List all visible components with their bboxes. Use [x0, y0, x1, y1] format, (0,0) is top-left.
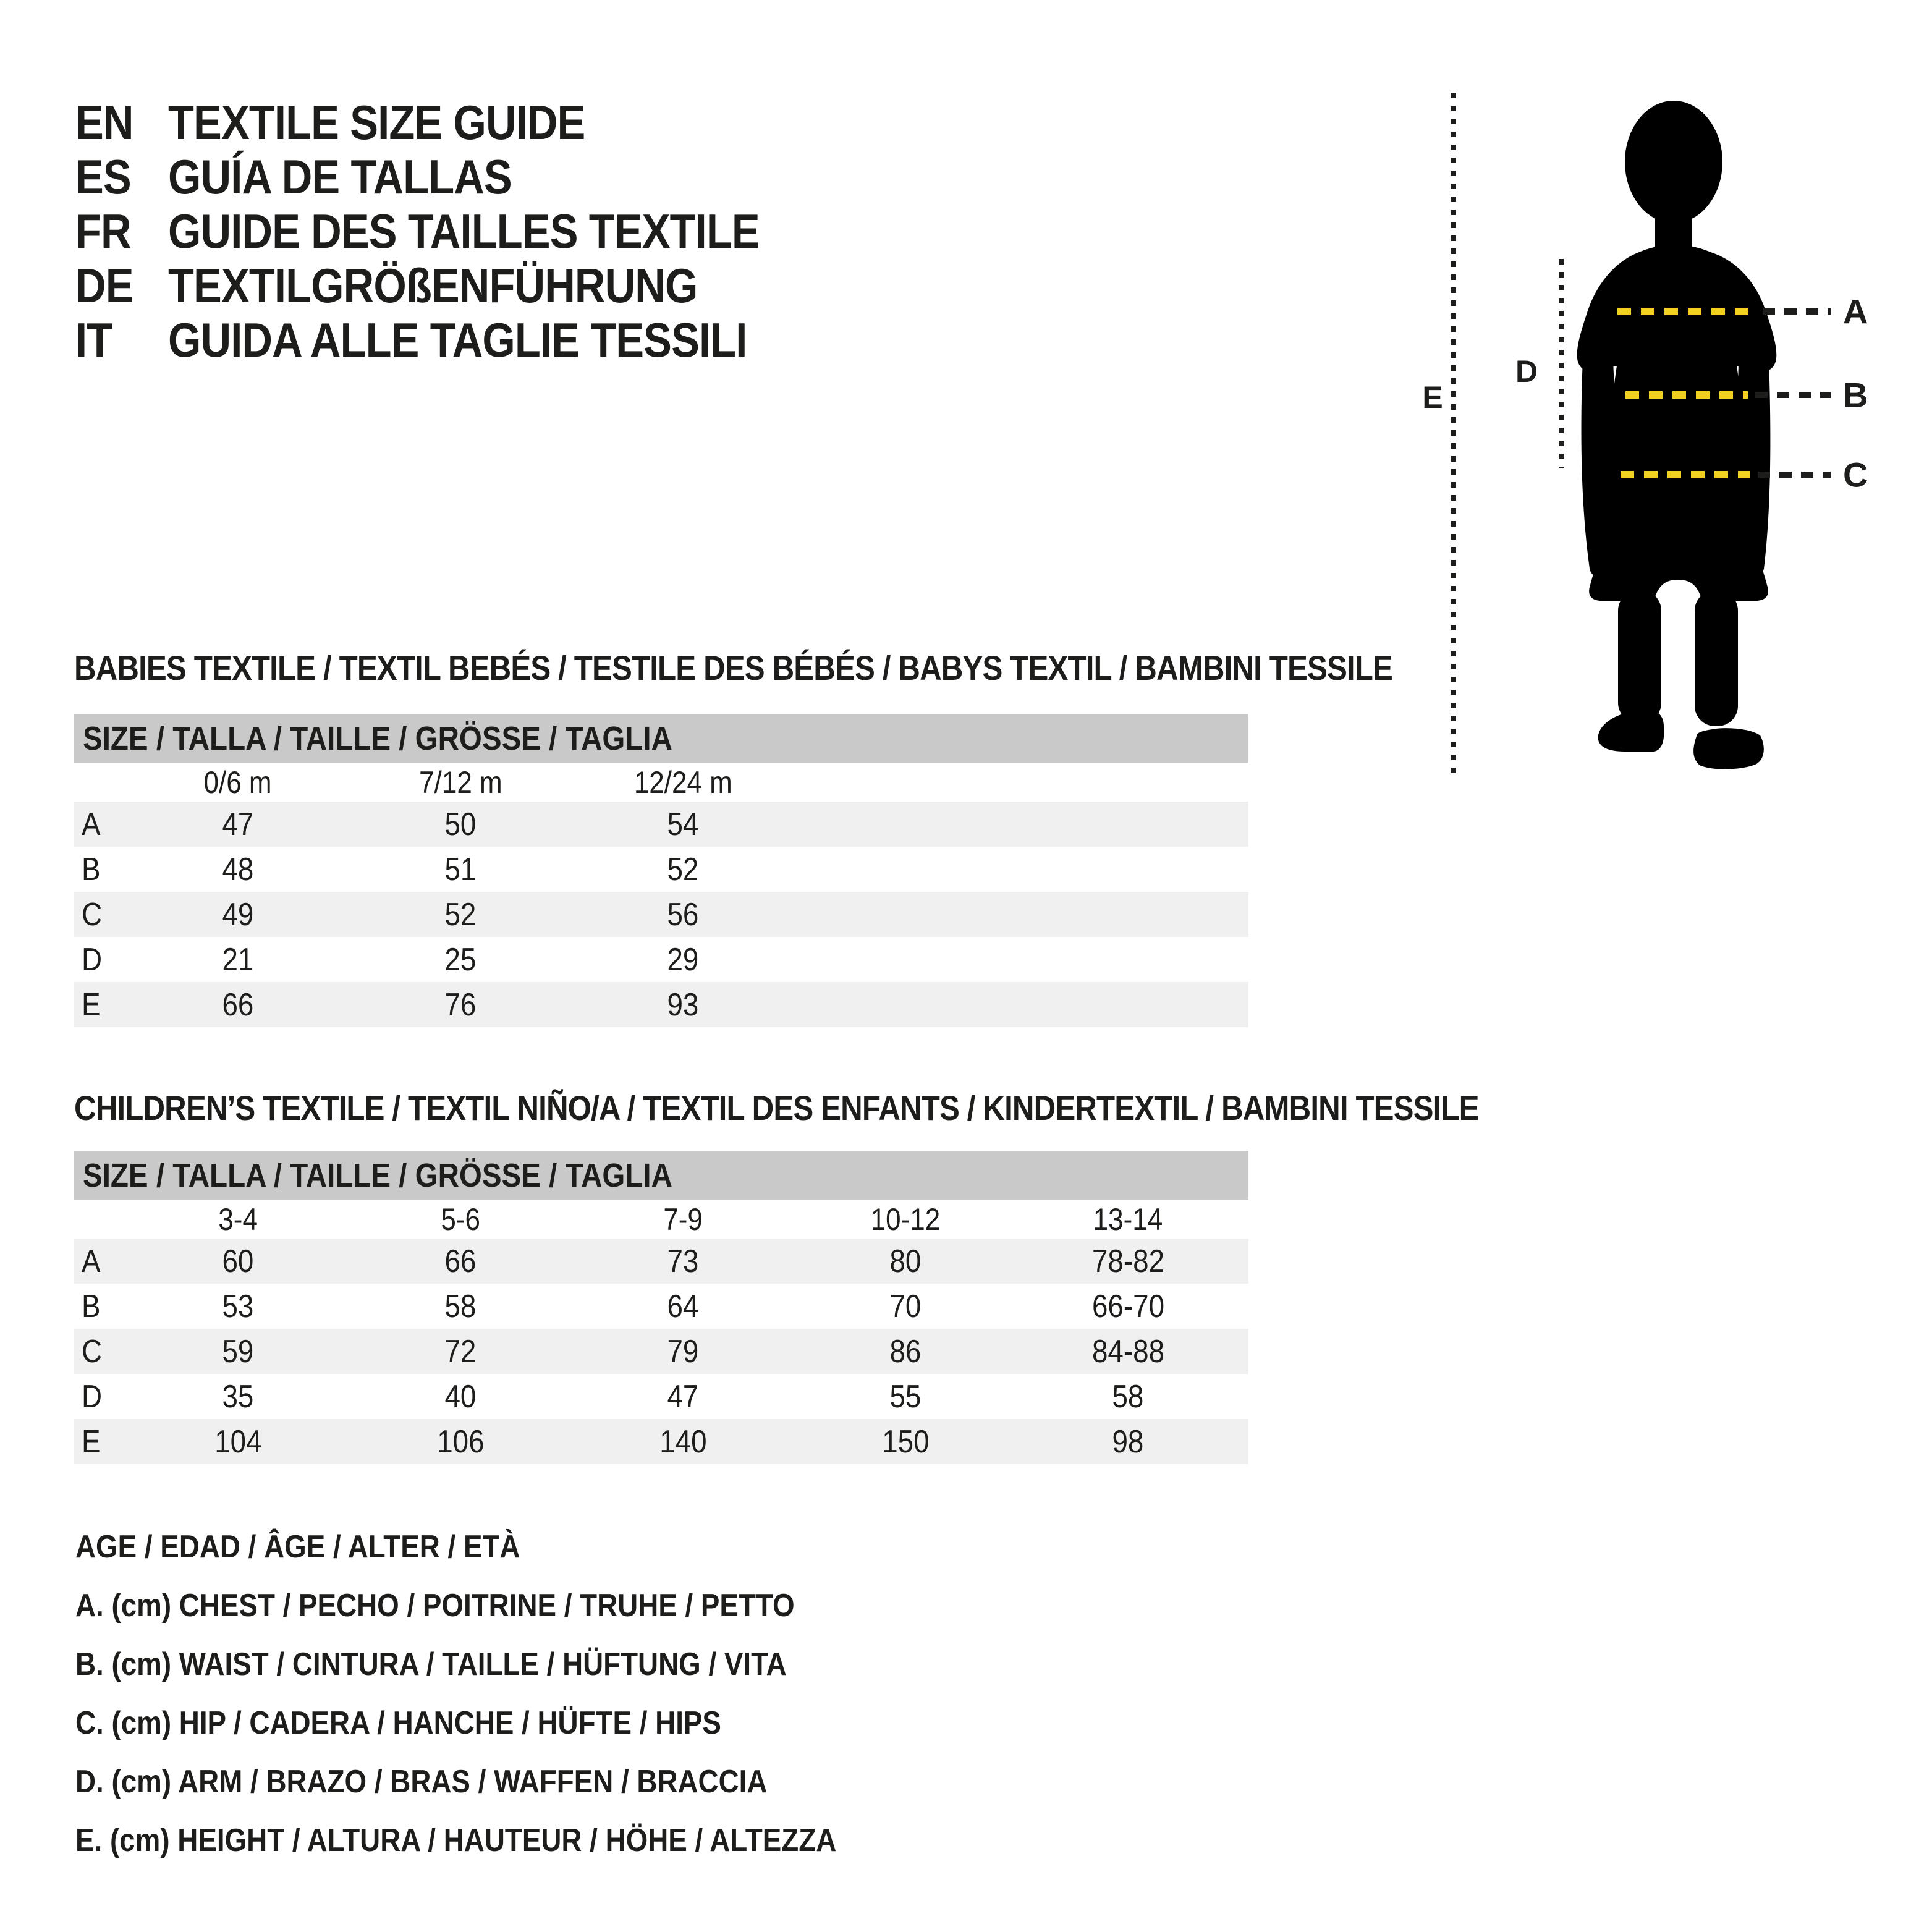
children-col-2: 7-9 — [663, 1202, 703, 1237]
babies-row-c — [74, 892, 1248, 937]
silhouette-left-shoe — [1598, 710, 1664, 752]
label-e: E — [1422, 380, 1443, 415]
lang-code-en: EN — [75, 95, 133, 150]
table-cell: 78-82 — [1091, 1243, 1164, 1279]
label-a: A — [1843, 292, 1868, 331]
lang-title-fr: GUIDE DES TAILLES TEXTILE — [168, 203, 760, 258]
babies-row-b — [74, 847, 1248, 892]
row-label: D — [82, 941, 103, 978]
table-cell: 73 — [667, 1243, 699, 1279]
table-cell: 56 — [667, 896, 699, 933]
children-col-1: 5-6 — [441, 1202, 480, 1237]
row-label: C — [82, 896, 103, 933]
label-c: C — [1843, 455, 1868, 494]
lang-row-es — [75, 150, 840, 204]
label-d: D — [1515, 354, 1538, 389]
table-cell: 59 — [222, 1333, 254, 1370]
table-cell: 55 — [889, 1378, 922, 1415]
row-label: B — [82, 851, 101, 888]
table-cell: 49 — [222, 896, 254, 933]
lang-code-es: ES — [75, 149, 131, 204]
legend-arm: D. (cm) ARM / BRAZO / BRAS / WAFFEN / BRACCIA — [75, 1763, 768, 1800]
lang-code-it: IT — [75, 312, 112, 367]
children-row-b — [74, 1284, 1248, 1329]
lang-row-de — [75, 258, 840, 313]
legend-hip: C. (cm) HIP / CADERA / HANCHE / HÜFTE / HIPS — [75, 1705, 721, 1741]
table-cell: 64 — [667, 1288, 699, 1324]
silhouette-head — [1625, 101, 1722, 223]
table-cell: 21 — [222, 941, 254, 978]
row-label: C — [82, 1333, 103, 1370]
label-b: B — [1843, 375, 1868, 415]
table-cell: 29 — [667, 941, 699, 978]
lang-code-de: DE — [75, 258, 133, 313]
silhouette-right-shoe — [1693, 728, 1764, 769]
legend-height: E. (cm) HEIGHT / ALTURA / HAUTEUR / HÖHE / ALTEZZA — [75, 1822, 837, 1858]
table-cell: 70 — [889, 1288, 922, 1324]
row-label: A — [82, 806, 101, 842]
table-cell: 52 — [667, 851, 699, 888]
row-label: B — [82, 1288, 101, 1324]
table-cell: 66-70 — [1091, 1288, 1164, 1324]
table-cell: 47 — [667, 1378, 699, 1415]
legend-chest: A. (cm) CHEST / PECHO / POITRINE / TRUHE / PETTO — [75, 1587, 795, 1624]
table-cell: 25 — [444, 941, 477, 978]
children-col-3: 10-12 — [870, 1202, 941, 1237]
lang-title-it: GUIDA ALLE TAGLIE TESSILI — [168, 312, 747, 367]
table-cell: 47 — [222, 806, 254, 842]
lang-row-en — [75, 95, 840, 150]
babies-col-2: 12/24 m — [633, 765, 732, 800]
table-cell: 35 — [222, 1378, 254, 1415]
table-cell: 150 — [881, 1423, 930, 1460]
table-cell: 48 — [222, 851, 254, 888]
children-col-0: 3-4 — [218, 1202, 258, 1237]
table-cell: 51 — [444, 851, 477, 888]
table-cell: 60 — [222, 1243, 254, 1279]
silhouette-left-leg — [1618, 590, 1661, 723]
table-cell: 80 — [889, 1243, 922, 1279]
measurement-legend — [75, 1517, 940, 1870]
table-cell: 84-88 — [1091, 1333, 1164, 1370]
legend-age: AGE / EDAD / ÂGE / ALTER / ETÀ — [75, 1528, 520, 1565]
babies-row-d — [74, 937, 1248, 982]
row-label: E — [82, 986, 101, 1023]
table-cell: 58 — [444, 1288, 477, 1324]
table-cell: 52 — [444, 896, 477, 933]
table-cell: 86 — [889, 1333, 922, 1370]
row-label: D — [82, 1378, 103, 1415]
row-label: E — [82, 1423, 101, 1460]
child-silhouette-icon — [1577, 101, 1777, 769]
table-cell: 106 — [436, 1423, 485, 1460]
table-cell: 50 — [444, 806, 477, 842]
babies-col-0: 0/6 m — [203, 765, 273, 800]
lang-row-fr — [75, 204, 840, 258]
row-label: A — [82, 1243, 101, 1279]
children-row-c — [74, 1329, 1248, 1374]
table-cell: 79 — [667, 1333, 699, 1370]
table-cell: 98 — [1112, 1423, 1144, 1460]
table-cell: 54 — [667, 806, 699, 842]
children-section-title: CHILDREN’S TEXTILE / TEXTIL NIÑO/A / TEXTIL DES ENFANTS / KINDERTEXTIL / BAMBINI TESSILE — [74, 1088, 1479, 1127]
language-header — [75, 95, 840, 367]
babies-row-e — [74, 982, 1248, 1027]
table-cell: 66 — [222, 986, 254, 1023]
table-cell: 53 — [222, 1288, 254, 1324]
table-cell: 66 — [444, 1243, 477, 1279]
children-size-header-bar: SIZE / TALLA / TAILLE / GRÖSSE / TAGLIA — [74, 1151, 1248, 1200]
table-cell: 40 — [444, 1378, 477, 1415]
table-cell: 72 — [444, 1333, 477, 1370]
babies-col-1: 7/12 m — [418, 765, 502, 800]
children-col-4: 13-14 — [1093, 1202, 1163, 1237]
lang-title-en: TEXTILE SIZE GUIDE — [168, 95, 585, 150]
lang-title-de: TEXTILGRÖßENFÜHRUNG — [168, 258, 698, 313]
babies-size-header-bar: SIZE / TALLA / TAILLE / GRÖSSE / TAGLIA — [74, 714, 1248, 763]
table-cell: 140 — [659, 1423, 707, 1460]
table-cell: 58 — [1112, 1378, 1144, 1415]
children-row-a — [74, 1239, 1248, 1284]
children-column-headers — [74, 1200, 1248, 1239]
lang-code-fr: FR — [75, 203, 131, 258]
lang-title-es: GUÍA DE TALLAS — [168, 149, 512, 204]
table-cell: 76 — [444, 986, 477, 1023]
lang-row-it — [75, 313, 840, 367]
babies-row-a — [74, 802, 1248, 847]
table-cell: 93 — [667, 986, 699, 1023]
silhouette-right-leg — [1695, 590, 1738, 726]
arm-measure — [1515, 259, 1561, 468]
children-row-d — [74, 1374, 1248, 1419]
table-cell: 104 — [214, 1423, 262, 1460]
silhouette-neck — [1655, 207, 1692, 250]
babies-column-headers — [74, 763, 1248, 802]
babies-section-title: BABIES TEXTILE / TEXTIL BEBÉS / TESTILE DES BÉBÉS / BABYS TEXTIL / BAMBINI TESSILE — [74, 648, 1392, 687]
silhouette-shorts — [1589, 519, 1768, 601]
legend-waist: B. (cm) WAIST / CINTURA / TAILLE / HÜFTUNG / VITA — [75, 1646, 787, 1682]
children-row-e — [74, 1419, 1248, 1464]
